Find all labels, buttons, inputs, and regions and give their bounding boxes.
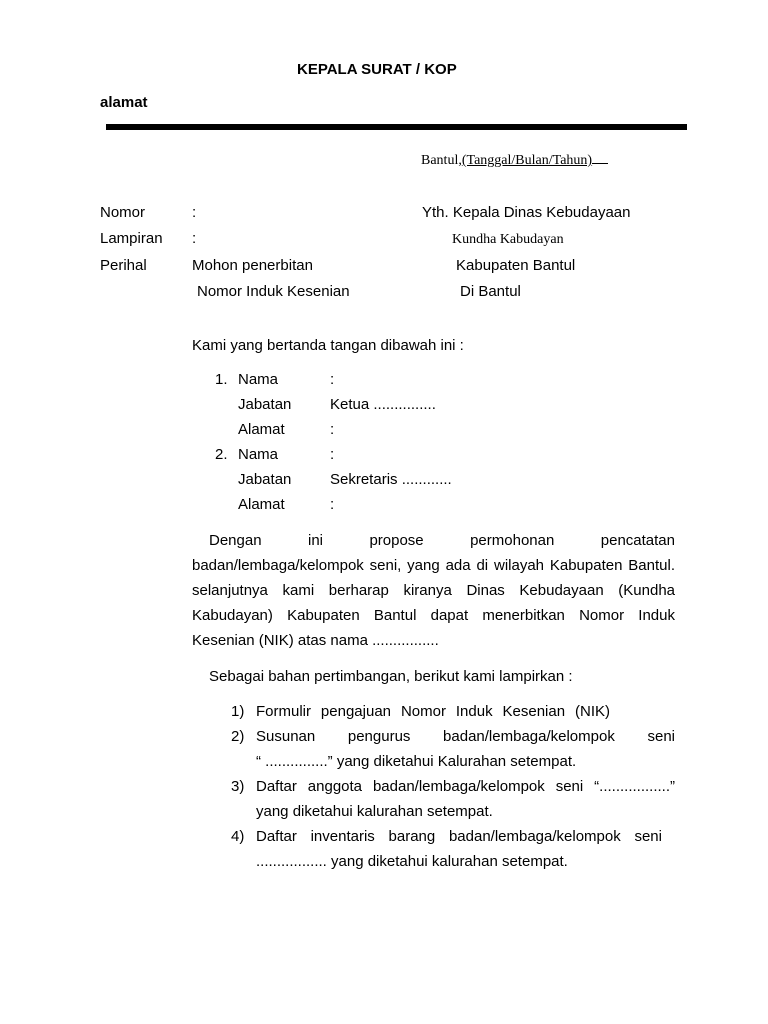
attachment-2-line1: Susunan pengurus badan/lembaga/kelompok seni [256, 728, 675, 745]
letterhead-title: KEPALA SURAT / KOP [297, 61, 457, 78]
attachment-3-line1: Daftar anggota badan/lembaga/kelompok seni “.................” [256, 778, 675, 795]
date-value: (Tanggal/Bulan/Tahun) [461, 153, 593, 168]
body-line-5: Kesenian (NIK) atas nama ................ [192, 632, 439, 649]
attachment-4-line2: ................. yang diketahui kalurahan setempat. [256, 853, 568, 870]
signatory-1-alamat-value: : [330, 421, 335, 438]
signatory-2-number: 2. [215, 446, 228, 463]
body-line-2: badan/lembaga/kelompok seni, yang ada di wilayah Kabupaten Bantul. [192, 557, 675, 574]
attachment-1-line1: Formulir pengajuan Nomor Induk Kesenian (NIK) [256, 703, 610, 720]
lampiran-label: Lampiran [100, 230, 163, 247]
recipient-line2: Kundha Kabudayan [452, 232, 564, 247]
body-line-1: Dengan ini propose permohonan pencatatan [209, 532, 675, 549]
attachment-4-number: 4) [231, 828, 245, 845]
recipient-line3: Kabupaten Bantul [456, 257, 576, 274]
signatory-1-jabatan-value: Ketua ............... [330, 396, 436, 413]
signatory-1-nama-value: : [330, 371, 335, 388]
attachment-2-number: 2) [231, 728, 245, 745]
perihal-line2: Nomor Induk Kesenian [197, 283, 350, 300]
signatory-2-alamat-label: Alamat [238, 496, 285, 513]
lampiran-colon: : [192, 230, 197, 247]
signatory-2-jabatan-value: Sekretaris ............ [330, 471, 452, 488]
intro-text: Kami yang bertanda tangan dibawah ini : [192, 337, 464, 354]
body-line-3: selanjutnya kami berharap kiranya Dinas Kebudayaan (Kundha [192, 582, 675, 599]
signatory-1-alamat-label: Alamat [238, 421, 285, 438]
attachment-4-line1: Daftar inventaris barang badan/lembaga/kelompok seni [256, 828, 662, 845]
letterhead-address: alamat [100, 94, 148, 111]
nomor-label: Nomor [100, 204, 146, 221]
recipient-line4: Di Bantul [460, 283, 521, 300]
nomor-colon: : [192, 204, 197, 221]
attachment-1-number: 1) [231, 703, 245, 720]
attachment-3-number: 3) [231, 778, 245, 795]
attachment-3-line2: yang diketahui kalurahan setempat. [256, 803, 493, 820]
signatory-1-nama-label: Nama [238, 371, 279, 388]
perihal-line1: Mohon penerbitan [192, 257, 313, 274]
signatory-2-alamat-value: : [330, 496, 335, 513]
date-place: Bantul, [421, 153, 462, 168]
signatory-2-nama-label: Nama [238, 446, 279, 463]
date-line [421, 151, 608, 169]
body-line-4: Kabudayan) Kabupaten Bantul dapat menerbitkan Nomor Induk [192, 607, 675, 624]
signatory-2-nama-value: : [330, 446, 335, 463]
perihal-label: Perihal [100, 257, 147, 274]
signatory-2-jabatan-label: Jabatan [238, 471, 292, 488]
attachments-intro: Sebagai bahan pertimbangan, berikut kami lampirkan : [209, 668, 573, 685]
signatory-1-number: 1. [215, 371, 228, 388]
recipient-line1: Yth. Kepala Dinas Kebudayaan [422, 204, 631, 221]
letterhead-rule [106, 124, 687, 130]
attachment-2-line2: “ ...............” yang diketahui Kalurahan setempat. [256, 753, 577, 770]
date-underline-tail [592, 151, 608, 164]
signatory-1-jabatan-label: Jabatan [238, 396, 292, 413]
